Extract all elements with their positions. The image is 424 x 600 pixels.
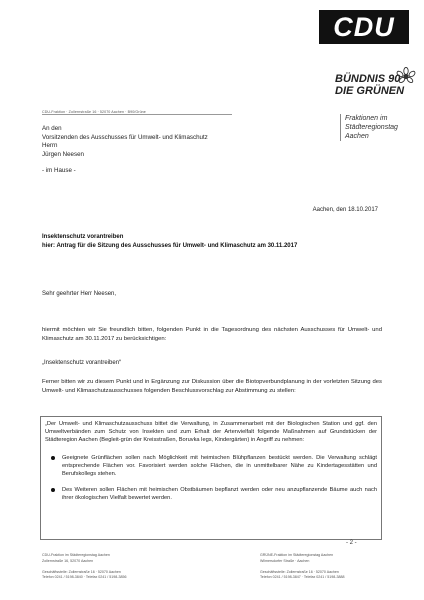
footer-right-line3: Geschäftsstelle: Zollernstraße 16 · 52070 Aachen	[260, 569, 339, 574]
quoted-title: „Insektenschutz vorantreiben“	[42, 360, 122, 366]
footer-left-line2: Zollernstraße 16, 52070 Aachen	[42, 558, 94, 563]
list-item	[45, 454, 377, 479]
proposal-intro: „Der Umwelt- und Klimaschutzausschuss bittet die Verwaltung, in Zusammenarbeit mit der Biologischen Station und ggf. den Umweltverbänden zum Schutz von Insekten und zum Erhalt der Artenvielfalt folgende Maßnahmen auf Grundstücken der Städteregion Aachen (Begleit-grün der Kreisstraßen, Boruvka legs, Kindergärten) in Angriff zu nehmen:	[45, 421, 377, 444]
footer-left-line1: CDU-Fraktion im Städteregionstag Aachen	[42, 553, 110, 557]
footer-left-line3: Geschäftsstelle: Zollernstraße 16 · 52070 Aachen	[42, 569, 121, 574]
footer-left-line4: Telefon 0241 / 5198-3840 · Telefax 0241 / 5198-3856	[42, 575, 127, 580]
page-number: - 2 -	[346, 540, 357, 546]
recipient-address	[42, 125, 312, 176]
proposal-box	[40, 416, 382, 540]
sender-return-line: CDU-Fraktion · Zollernstraße 16 · 52070 Aachen · B90/Grüne	[42, 110, 232, 115]
proposal-bullet-list	[45, 454, 377, 503]
paragraph-request: hiermit möchten wir Sie freundlich bitten, folgenden Punkt in die Tagesordnung des nächsten Ausschusses für Umwelt- und Klimaschutz am 30.11.2017 zu berücksichtigen:	[42, 327, 382, 342]
paragraph-proposal-request: Ferner bitten wir zu diesem Punkt und in Ergänzung zur Diskussion über die Biotopverbundplanung in der vorletzten Sitzung des Umwelt- und Klimaschutzausschusses folgenden Beschlussvorschlag zur Abstimmung zu stellen:	[42, 379, 382, 394]
address-line2: Vorsitzenden des Ausschusses für Umwelt- und Klimaschutz	[42, 133, 208, 141]
sunflower-icon	[395, 67, 417, 85]
footer-right-line1: GRÜNE-Fraktion im Städteregionstag Aachen	[260, 553, 334, 557]
gruene-logo	[335, 73, 417, 101]
fraktionen-line2: Städteregionstag	[345, 124, 398, 131]
address-line1: An den	[42, 125, 62, 132]
bullet-icon	[51, 456, 55, 460]
fraktionen-line3: Aachen	[345, 133, 369, 140]
footer-right-line4: Telefon 0241 / 5198-3847 · Telefax 0241 / 5198-3888	[260, 575, 345, 580]
footer-cdu	[42, 553, 202, 581]
gruene-logo-line2: DIE GRÜNEN	[335, 85, 405, 97]
bullet-text: Des Weiteren sollen Flächen mit heimischen Obstbäumen bepflanzt werden oder neu anzupflanzende Bäume auch nach ihrer ökologischen Vielfalt bewertet werden.	[62, 487, 377, 502]
fraktionen-label	[340, 114, 424, 141]
address-line4: Jürgen Neesen	[42, 150, 84, 158]
bullet-text: Geeignete Grünflächen sollen nach Möglichkeit mit heimischen Blühpflanzen bestückt werden. Die Verwaltung schlägt entsprechende Flächen vor. Favorisiert werden solche Flächen, die in unmittelbarer Nähe zu Kindertagesstätten und Berufskollegs stehen.	[62, 454, 377, 478]
subject-line1: Insektenschutz vorantreiben	[42, 234, 124, 240]
salutation: Sehr geehrter Herr Neesen,	[42, 291, 117, 297]
letter-date: Aachen, den 18.10.2017	[312, 207, 378, 213]
subject-line2: hier: Antrag für die Sitzung des Ausschusses für Umwelt- und Klimaschutz am 30.11.2017	[42, 243, 298, 249]
address-line3: Herrn	[42, 142, 58, 150]
cdu-logo: CDU	[319, 10, 409, 44]
address-line5: - im Hause -	[42, 167, 76, 175]
list-item	[45, 486, 377, 502]
footer-right-line2: Wilmersdorfer Straße · Aachen	[260, 558, 310, 563]
subject	[42, 233, 382, 251]
fraktionen-line1: Fraktionen im	[345, 115, 388, 122]
gruene-logo-line1: BÜNDNIS 90	[335, 73, 401, 85]
bullet-icon	[51, 488, 55, 492]
footer-gruene	[260, 553, 400, 581]
